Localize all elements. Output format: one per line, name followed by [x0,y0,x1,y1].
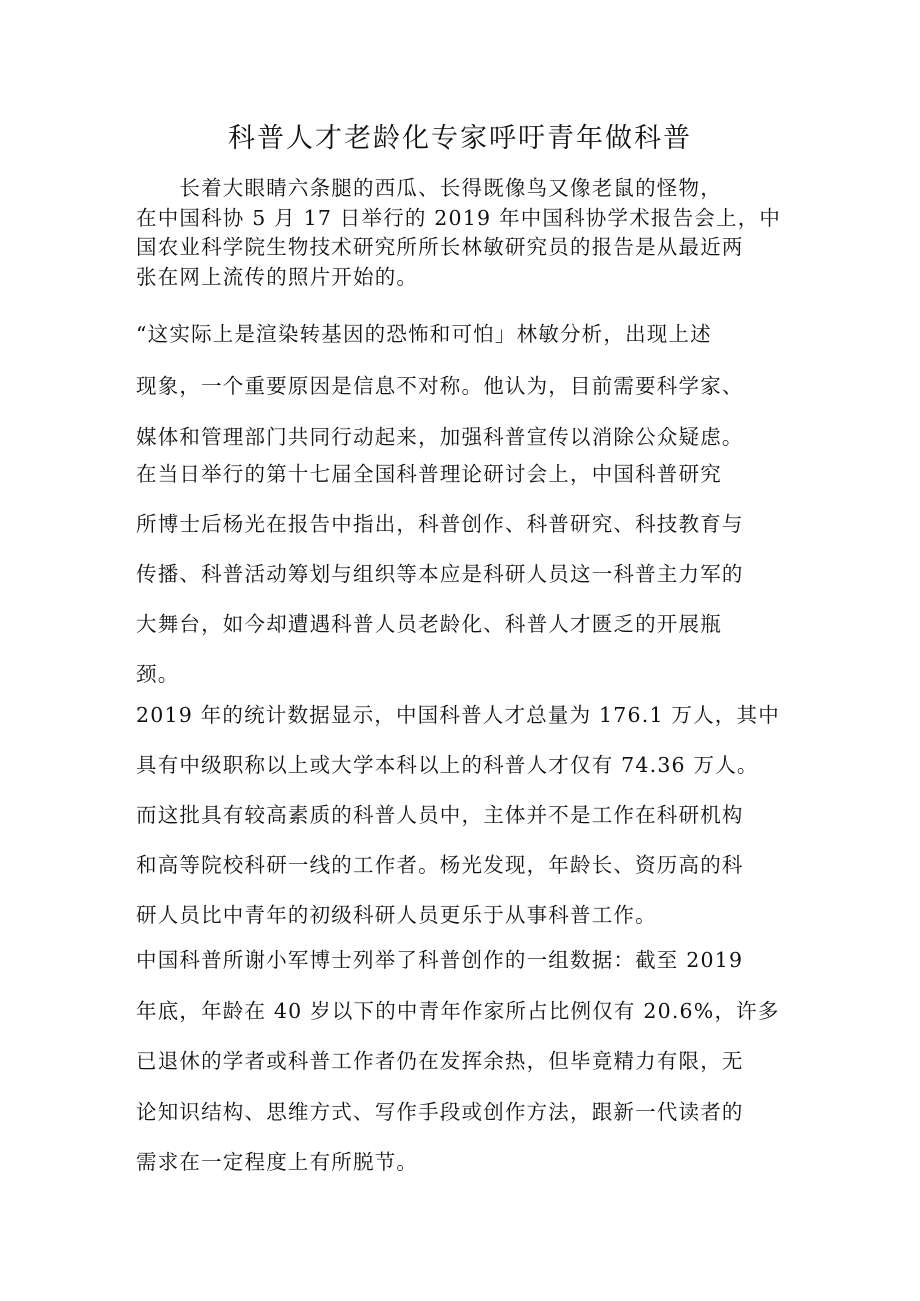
paragraph-line: 在中国科协 5 月 17 日举行的 2019 年中国科协学术报告会上，中 [136,205,782,230]
paragraph-line: 已退休的学者或科普工作者仍在发挥余热，但毕竟精力有限，无 [136,1049,744,1073]
paragraph-line: 年底，年龄在 40 岁以下的中青年作家所占比例仅有 20.6%，许多 [136,998,780,1023]
paragraph-line: 具有中级职称以上或大学本科以上的科普人才仅有 74.36 万人。 [136,753,759,777]
paragraph-line: 大舞台，如今却遭遇科普人员老龄化、科普人才匮乏的开展瓶 [136,612,722,636]
paragraph-line: 颈。 [136,662,180,686]
paragraph-line: 现象，一个重要原因是信息不对称。他认为，目前需要科学家、 [136,373,744,398]
paragraph-line: 和高等院校科研一线的工作者。杨光发现，年龄长、资历高的科 [136,853,744,877]
paragraph-line: 张在网上流传的照片开始的。 [136,264,419,289]
paragraph-5 [136,935,786,1188]
paragraph-line: 论知识结构、思维方式、写作手段或创作方法，跟新一代读者的 [136,1099,744,1124]
paragraph-line: 国农业科学院生物技术研究所所长林敏研究员的报告是从最近两 [136,235,744,259]
paragraph-line: “这实际上是渲染转基因的恐怖和可怕」林敏分析，出现上述 [136,322,712,346]
paragraph-line: 长着大眼睛六条腿的西瓜、长得既像鸟又像老鼠的怪物， [136,176,722,200]
paragraph-line: 在当日举行的第十七届全国科普理论研讨会上，中国科普研究 [136,462,722,486]
paragraph-line: 传播、科普活动筹划与组织等本应是科研人员这一科普主力军的 [136,562,744,586]
document-title: 科普人才老龄化专家呼吁青年做科普 [228,123,692,154]
paragraph-line: 中国科普所谢小军博士列举了科普创作的一组数据：截至 2019 [136,948,744,972]
paragraph-line: 媒体和管理部门共同行动起来，加强科普宣传以消除公众疑虑。 [136,425,744,449]
paragraph-2 [136,309,786,464]
paragraph-line: 而这批具有较高素质的科普人员中，主体并不是工作在科研机构 [136,803,744,827]
paragraph-3 [136,449,786,699]
paragraph-4 [136,690,786,940]
paragraph-line: 需求在一定程度上有所脱节。 [136,1150,419,1174]
paragraph-line: 2019 年的统计数据显示，中国科普人才总量为 176.1 万人，其中 [136,703,780,727]
paragraph-line: 研人员比中青年的初级科研人员更乐于从事科普工作。 [136,903,657,927]
paragraph-1 [136,174,786,292]
paragraph-line: 所博士后杨光在报告中指出，科普创作、科普研究、科技教育与 [136,512,744,536]
